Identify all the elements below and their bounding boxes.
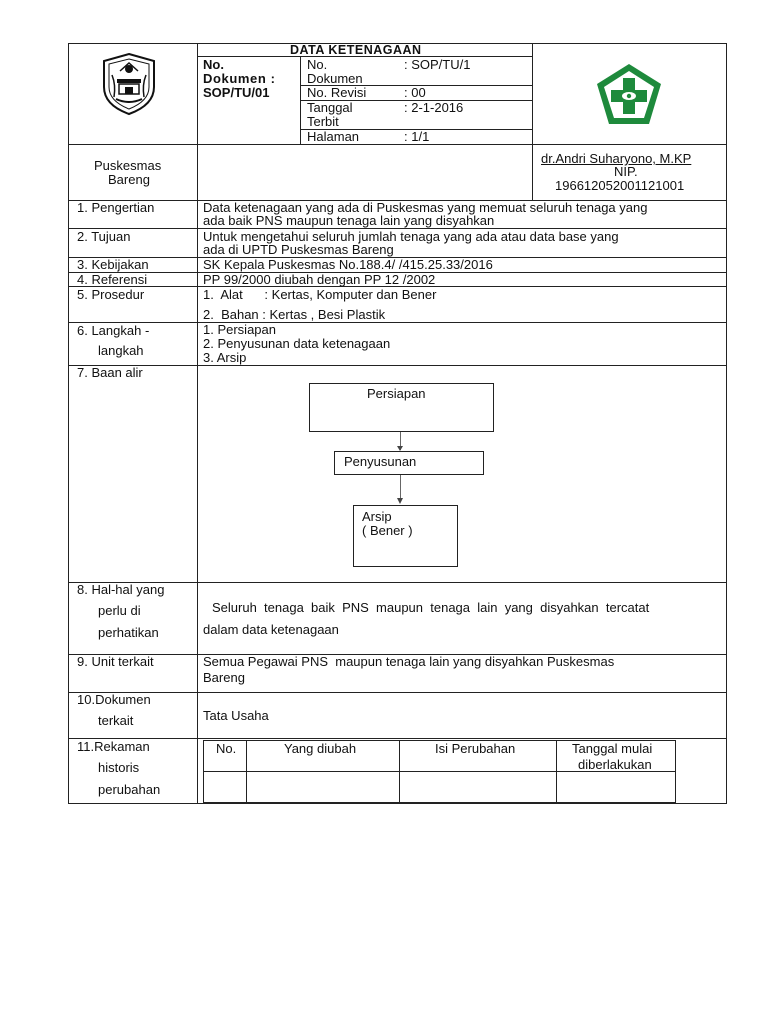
field-revision-label: No. Revisi [307, 85, 367, 100]
label-rekaman-2: historis [98, 760, 140, 775]
langkah-line2: 2. Penyusunan data ketenagaan [203, 336, 391, 351]
label-dokumen-1: 10.Dokumen [77, 692, 151, 707]
field-doc-no-value: : SOP/TU/1 [404, 57, 471, 72]
flow-label-persiapan: Persiapan [367, 386, 426, 401]
pengertian-line1: Data ketenagaan yang ada di Puskesmas yang memuat seluruh tenaga yang [203, 200, 648, 215]
flow-label-penyusunan: Penyusunan [344, 454, 417, 469]
label-rekaman-1: 11.Rekaman [77, 739, 150, 754]
dokumen-text: Tata Usaha [203, 708, 269, 723]
label-tujuan: 2. Tujuan [77, 229, 131, 244]
col-header-tanggal-1: Tanggal mulai [572, 741, 653, 756]
doc-number-value: SOP/TU/01 [203, 85, 270, 100]
signer-name: dr.Andri Suharyono, M.KP [541, 151, 692, 166]
field-doc-no-label: No. [307, 57, 328, 72]
tujuan-line2: ada di UPTD Puskesmas Bareng [203, 242, 394, 257]
field-page-value: : 1/1 [404, 129, 430, 144]
label-bagan-alir: 7. Baan alir [77, 365, 143, 380]
label-halhal-1: 8. Hal-hal yang [77, 582, 165, 597]
label-halhal-2: perlu di [98, 603, 141, 618]
puskesmas-logo [591, 60, 667, 130]
label-rekaman-3: perubahan [98, 782, 161, 797]
halhal-line1: Seluruh tenaga baik PNS maupun tenaga lain yang disyahkan tercatat [212, 600, 650, 615]
signer-nip-label: NIP. [614, 164, 638, 179]
label-dokumen-2: terkait [98, 713, 134, 728]
org-name-line1: Puskesmas [94, 158, 162, 173]
flow-label-arsip: Arsip [362, 509, 392, 524]
field-date-label: Tanggal [307, 100, 353, 115]
signer-nip: 196612052001121001 [555, 178, 685, 193]
col-header-yang-diubah: Yang diubah [284, 741, 357, 756]
field-page-label: Halaman [307, 129, 360, 144]
flow-arrowhead-2 [397, 498, 403, 504]
prosedur-line1: 1. Alat : Kertas, Komputer dan Bener [203, 287, 437, 302]
label-langkah-1: 6. Langkah - [77, 323, 150, 338]
kebijakan-text: SK Kepala Puskesmas No.188.4/ /415.25.33/2016 [203, 257, 493, 272]
doc-number-label: No. [203, 57, 224, 72]
col-header-no: No. [216, 741, 237, 756]
label-langkah-2: langkah [98, 343, 144, 358]
field-revision-value: : 00 [404, 85, 426, 100]
unit-line1: Semua Pegawai PNS maupun tenaga lain yang disyahkan Puskesmas [203, 654, 615, 669]
doc-number-label-2: Dokumen : [203, 71, 276, 86]
col-header-tanggal-2: diberlakukan [578, 757, 652, 772]
flow-label-bener: ( Bener ) [362, 523, 413, 538]
label-referensi: 4. Referensi [77, 272, 148, 287]
pengertian-line2: ada baik PNS maupun tenaga lain yang disyahkan [203, 213, 495, 228]
regency-logo [98, 51, 160, 117]
document-title: DATA KETENAGAAN [290, 43, 422, 57]
field-doc-no-label-2: Dokumen [307, 71, 363, 86]
field-date-label-2: Terbit [307, 114, 339, 129]
langkah-line3: 3. Arsip [203, 350, 247, 365]
label-kebijakan: 3. Kebijakan [77, 257, 149, 272]
tujuan-line1: Untuk mengetahui seluruh jumlah tenaga yang ada atau data base yang [203, 229, 619, 244]
flow-arrow-2 [400, 475, 401, 500]
halhal-line2: dalam data ketenagaan [203, 622, 339, 637]
field-date-value: : 2-1-2016 [404, 100, 464, 115]
label-halhal-3: perhatikan [98, 625, 159, 640]
org-name-line2: Bareng [108, 172, 150, 187]
unit-line2: Bareng [203, 670, 245, 685]
langkah-line1: 1. Persiapan [203, 322, 276, 337]
prosedur-line2: 2. Bahan : Kertas , Besi Plastik [203, 307, 386, 322]
label-prosedur: 5. Prosedur [77, 287, 145, 302]
col-header-isi-perubahan: Isi Perubahan [435, 741, 516, 756]
referensi-text: PP 99/2000 diubah dengan PP 12 /2002 [203, 272, 436, 287]
label-pengertian: 1. Pengertian [77, 200, 155, 215]
label-unit-terkait: 9. Unit terkait [77, 654, 154, 669]
